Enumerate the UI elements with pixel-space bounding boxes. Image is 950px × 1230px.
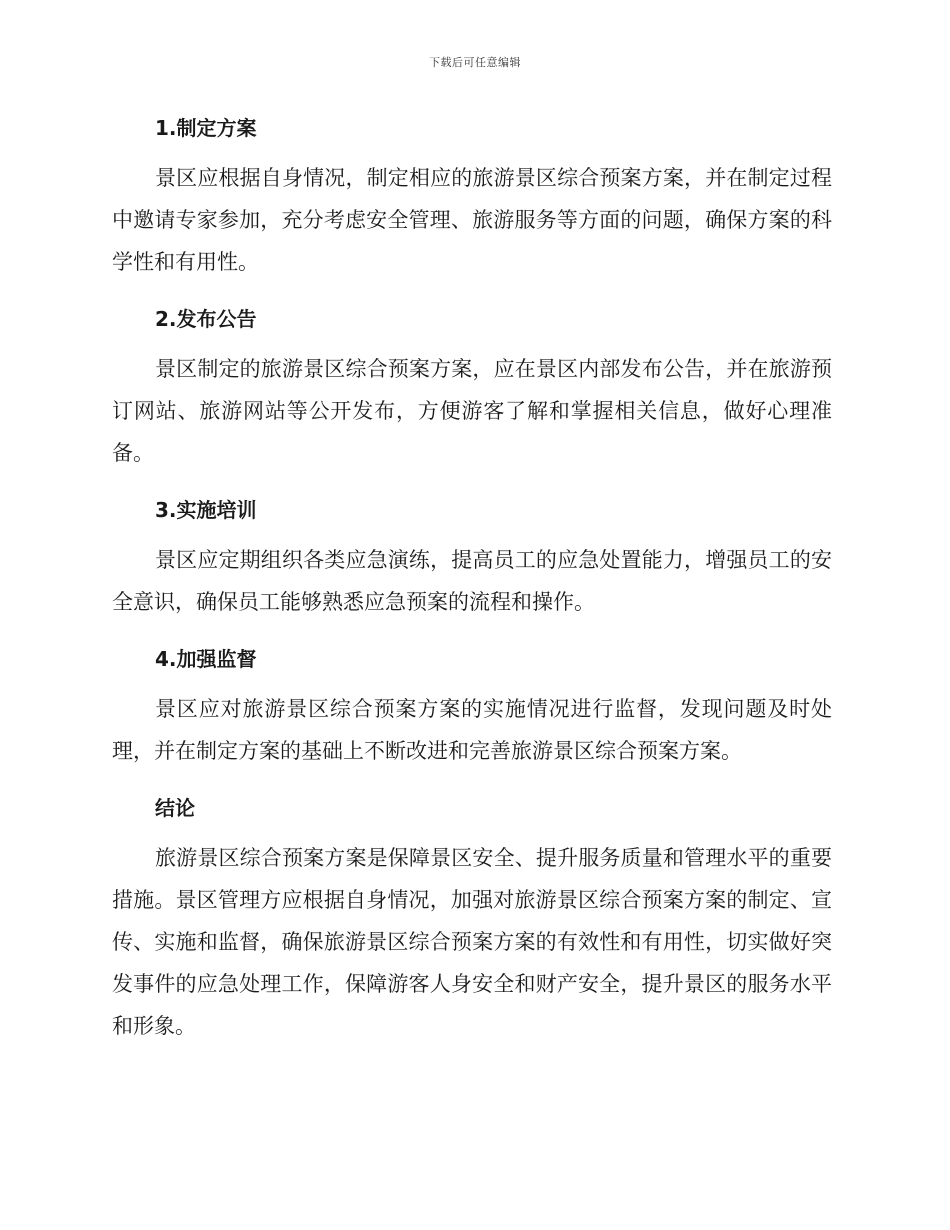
section-heading: 4.加强监督 [155,647,257,671]
section-conclusion [112,788,832,1047]
section-heading: 3.实施培训 [155,498,257,522]
section-paragraph: 景区应根据自身情况，制定相应的旅游景区综合预案方案，并在制定过程中邀请专家参加，充分考虑安全管理、旅游服务等方面的问题，确保方案的科学性和有用性。 [112,166,832,274]
section-paragraph: 景区应对旅游景区综合预案方案的实施情况进行监督，发现问题及时处理，并在制定方案的基础上不断改进和完善旅游景区综合预案方案。 [112,697,832,763]
section-publish-notice [112,299,832,474]
section-paragraph: 景区应定期组织各类应急演练，提高员工的应急处置能力，增强员工的安全意识，确保员工能够熟悉应急预案的流程和操作。 [112,548,832,614]
section-paragraph: 旅游景区综合预案方案是保障景区安全、提升服务质量和管理水平的重要措施。景区管理方应根据自身情况，加强对旅游景区综合预案方案的制定、宣传、实施和监督，确保旅游景区综合预案方案的有效性和有用性，切实做好突发事件的应急处理工作，保障游客人身安全和财产安全，提升景区的服务水平和形象。 [112,846,832,1038]
section-training [112,490,832,623]
page-header: 下载后可任意编辑 [429,56,521,69]
section-heading: 结论 [155,796,195,820]
document-body [112,108,832,1063]
section-heading: 2.发布公告 [155,307,257,331]
section-make-plan [112,108,832,283]
section-heading: 1.制定方案 [155,116,257,140]
section-supervision [112,639,832,772]
section-paragraph: 景区制定的旅游景区综合预案方案，应在景区内部发布公告，并在旅游预订网站、旅游网站等公开发布，方便游客了解和掌握相关信息，做好心理准备。 [112,357,832,465]
